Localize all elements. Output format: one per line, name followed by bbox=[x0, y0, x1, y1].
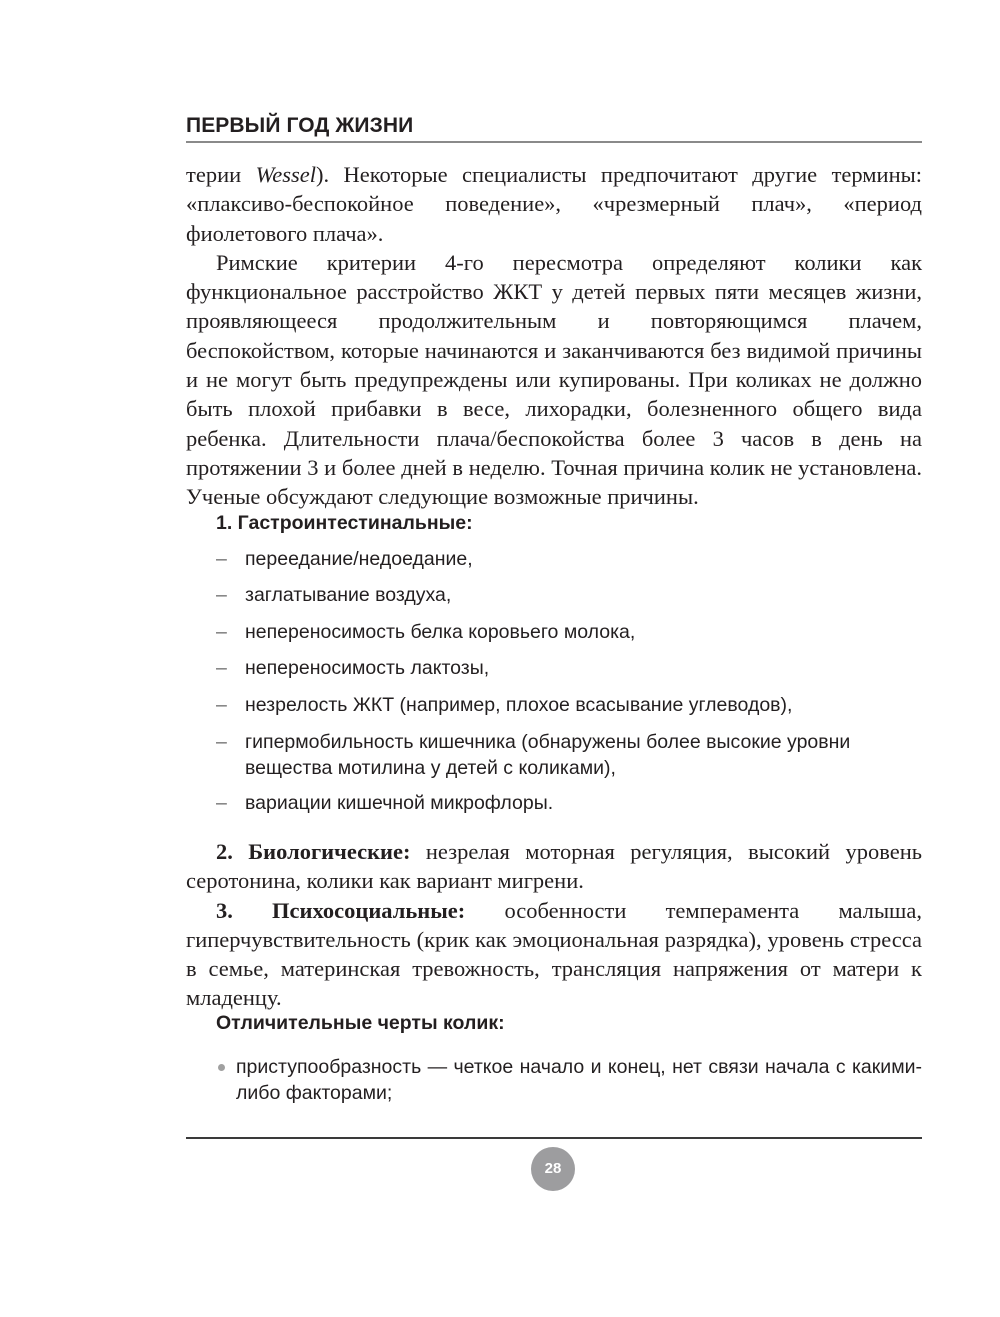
list-item-text: гипермобильность кишечника (обнаружены более высокие уровни вещества мотилина у детей с коликами), bbox=[245, 731, 851, 779]
biological-text: незрелая моторная регуляция, высокий уровень серотонина, колики как вариант мигрени. bbox=[186, 839, 922, 894]
dash-icon: – bbox=[216, 584, 227, 606]
page-number-badge: 28 bbox=[531, 1147, 575, 1191]
list-item bbox=[216, 1054, 922, 1106]
footer-divider bbox=[186, 1137, 922, 1139]
psychosocial-text: особенности темперамента малыша, гиперчувствительность (крик как эмоциональная разрядка), уровень стресса в семье, материнская тревожность, трансляция напряжения от матери к младенцу. bbox=[186, 897, 922, 1011]
list-item bbox=[216, 619, 922, 645]
list-item bbox=[216, 655, 922, 681]
psychosocial-label: 3. Психосоциальные: bbox=[216, 897, 466, 923]
list-item-text: переедание/недоедание, bbox=[245, 548, 473, 570]
list-item bbox=[216, 546, 922, 572]
biological-label: 2. Биологические: bbox=[216, 839, 411, 864]
features-heading: Отличительные черты колик: bbox=[216, 1012, 505, 1034]
list-item-text: непереносимость белка коровьего молока, bbox=[245, 621, 636, 643]
list-item-text: незрелость ЖКТ (например, плохое всасывание углеводов), bbox=[245, 694, 793, 716]
dash-icon: – bbox=[216, 694, 227, 716]
list-item-text: непереносимость лактозы, bbox=[245, 657, 490, 679]
rome-criteria-paragraph: Римские критерии 4-го пересмотра определяют колики как функциональное расстройство ЖКТ у детей первых пяти месяцев жизни, проявляющееся продолжительным и повторяющимся плачем, беспокойством, которые начинаются и заканчиваются без видимой причины и не могут быть предупреждены или купированы. При коликах не должно быть плохой прибавки в весе, лихорадки, болезненного общего вида ребенка. Длительности плача/беспокойства более 3 часов в день на протяжении 3 и более дней в неделю. Точная причина колик не установлена. Ученые обсуждают следующие возможные причины. bbox=[186, 249, 922, 510]
bullet-icon bbox=[218, 1064, 225, 1071]
header-divider bbox=[186, 141, 922, 143]
biological-paragraph bbox=[186, 837, 922, 896]
intro-prefix: терии bbox=[186, 162, 256, 187]
intro-rest: ). Некоторые специалисты предпочитают другие термины: «плаксиво-беспокойное поведение», «чрезмерный плач», «период фиолетового плача». bbox=[186, 162, 922, 246]
list-item bbox=[216, 790, 922, 816]
running-title: ПЕРВЫЙ ГОД ЖИЗНИ bbox=[186, 114, 414, 137]
list-item bbox=[216, 729, 922, 781]
psychosocial-paragraph bbox=[186, 896, 922, 1013]
intro-paragraph-1 bbox=[186, 160, 922, 248]
intro-text bbox=[186, 160, 922, 512]
dash-icon: – bbox=[216, 792, 227, 814]
list-item bbox=[216, 692, 922, 718]
other-causes-text bbox=[186, 837, 922, 1013]
gastro-heading: 1. Гастроинтестинальные: bbox=[216, 512, 473, 534]
wessel-italic: Wessel bbox=[255, 162, 316, 187]
dash-icon: – bbox=[216, 548, 227, 570]
dash-icon: – bbox=[216, 657, 227, 679]
dash-icon: – bbox=[216, 621, 227, 643]
list-item bbox=[216, 582, 922, 608]
list-item-text: вариации кишечной микрофлоры. bbox=[245, 792, 554, 814]
list-item-text: приступообразность — четкое начало и конец, нет связи начала с какими-либо факторами; bbox=[236, 1056, 922, 1104]
dash-icon: – bbox=[216, 731, 227, 753]
list-item-text: заглатывание воздуха, bbox=[245, 584, 452, 606]
